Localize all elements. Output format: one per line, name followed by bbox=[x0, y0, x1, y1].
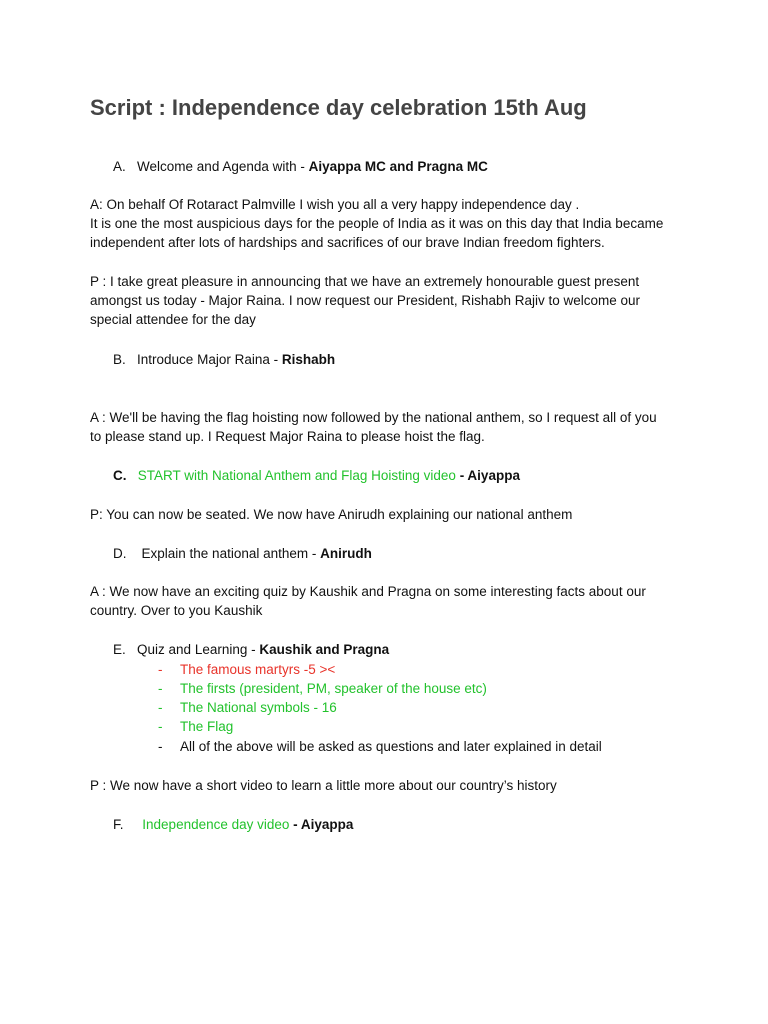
dialogue-line: A : We'll be having the flag hoisting now followed by the national anthem, so I request all of you bbox=[90, 410, 657, 425]
item-owner: Kaushik and Pragna bbox=[259, 642, 390, 657]
dialogue-line: P : I take great pleasure in announcing that we have an extremely honourable guest present bbox=[90, 274, 640, 289]
agenda-item-a bbox=[113, 157, 488, 176]
list-dash: - bbox=[158, 662, 163, 677]
dialogue-line: A: On behalf Of Rotaract Palmville I wish you all a very happy independence day . bbox=[90, 197, 580, 212]
quiz-topic-item bbox=[158, 737, 602, 756]
quiz-topic-item bbox=[158, 660, 335, 679]
list-dash: - bbox=[158, 739, 163, 754]
topic-text: All of the above will be asked as questions and later explained in detail bbox=[180, 739, 602, 754]
topic-text: The National symbols - 16 bbox=[180, 700, 337, 715]
dialogue-line: A : We now have an exciting quiz by Kaushik and Pragna on some interesting facts about our bbox=[90, 584, 646, 599]
dialogue-line: to please stand up. I Request Major Raina to please hoist the flag. bbox=[90, 429, 485, 444]
item-text: Independence day video bbox=[142, 817, 290, 832]
dialogue-line: special attendee for the day bbox=[90, 312, 256, 327]
dialogue-line: independent after lots of hardships and sacrifices of our brave Indian freedom fighters. bbox=[90, 235, 605, 250]
item-owner: - Aiyappa bbox=[289, 817, 354, 832]
quiz-topic-item bbox=[158, 717, 233, 736]
topic-text: The famous martyrs -5 >< bbox=[180, 662, 336, 677]
dialogue-line: P : We now have a short video to learn a little more about our country’s history bbox=[90, 778, 557, 793]
item-text: Explain the national anthem - bbox=[141, 546, 321, 561]
list-dash: - bbox=[158, 700, 163, 715]
dialogue-line: It is one the most auspicious days for the people of India as it was on this day that India became bbox=[90, 216, 664, 231]
quiz-topic-item bbox=[158, 679, 487, 698]
page-title: Script : Independence day celebration 15th Aug bbox=[90, 95, 587, 120]
dialogue-line: amongst us today - Major Raina. I now request our President, Rishabh Rajiv to welcome our bbox=[90, 293, 641, 308]
item-owner: - Aiyappa bbox=[455, 468, 520, 483]
item-owner: Anirudh bbox=[320, 546, 372, 561]
agenda-item-b bbox=[113, 350, 335, 369]
item-owner: Rishabh bbox=[281, 352, 336, 367]
item-marker: B. bbox=[113, 352, 126, 367]
item-marker: F. bbox=[113, 817, 124, 832]
list-dash: - bbox=[158, 719, 163, 734]
item-text: Introduce Major Raina - bbox=[137, 352, 282, 367]
item-marker: D. bbox=[113, 546, 127, 561]
dialogue-line: country. Over to you Kaushik bbox=[90, 603, 263, 618]
item-text: Welcome and Agenda with - bbox=[137, 159, 309, 174]
quiz-topic-item bbox=[158, 698, 337, 717]
topic-text: The Flag bbox=[180, 719, 234, 734]
item-marker: C. bbox=[113, 468, 127, 483]
agenda-item-d bbox=[113, 544, 372, 563]
list-dash: - bbox=[158, 681, 163, 696]
item-owner: Aiyappa MC and Pragna MC bbox=[308, 159, 488, 174]
item-marker: E. bbox=[113, 642, 126, 657]
item-marker: A. bbox=[113, 159, 126, 174]
agenda-item-e bbox=[113, 640, 389, 659]
dialogue-line: P: You can now be seated. We now have Anirudh explaining our national anthem bbox=[90, 507, 573, 522]
agenda-item-c bbox=[113, 466, 520, 485]
item-text: START with National Anthem and Flag Hoisting video bbox=[137, 468, 456, 483]
agenda-item-f bbox=[113, 815, 353, 834]
item-text: Quiz and Learning - bbox=[137, 642, 260, 657]
topic-text: The firsts (president, PM, speaker of the house etc) bbox=[180, 681, 487, 696]
